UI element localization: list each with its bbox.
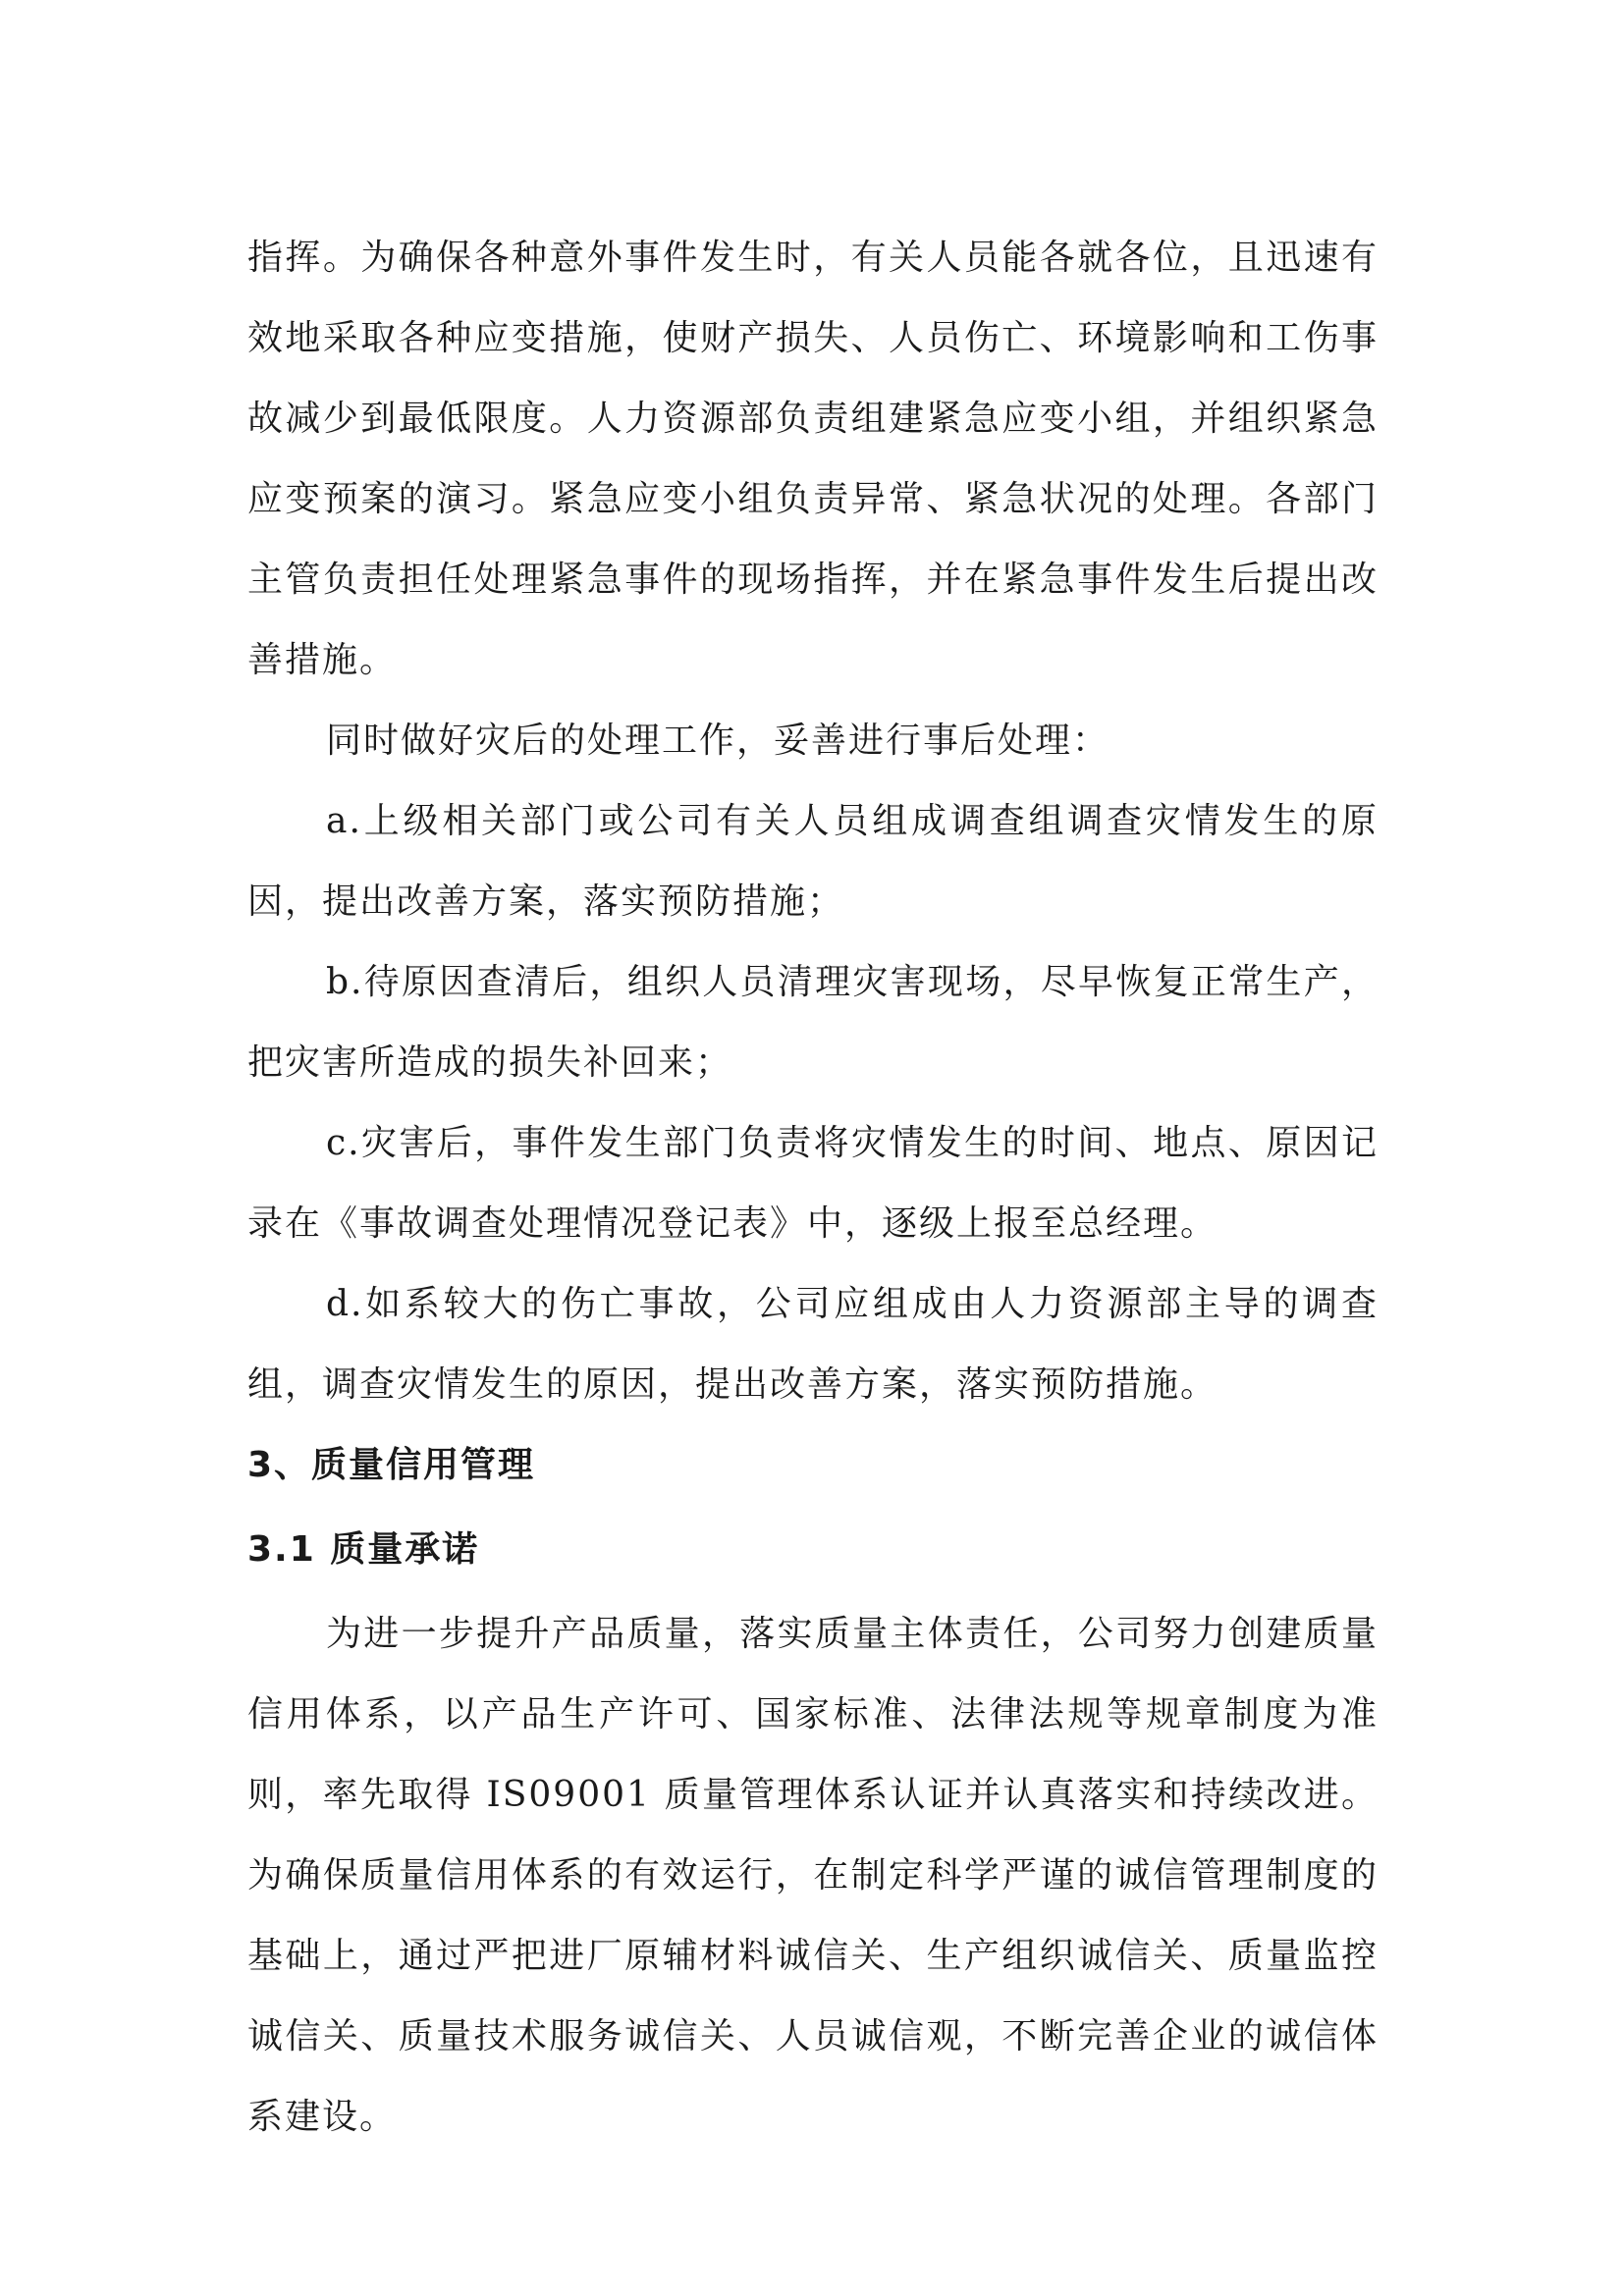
- document-body: [247, 218, 1379, 2158]
- paragraph-item-a: a.上级相关部门或公司有关人员组成调查组调查灾情发生的原因，提出改善方案，落实预防措施；: [247, 801, 1379, 922]
- section-3-heading: 3、质量信用管理: [247, 1445, 536, 1485]
- paragraph-post-disaster-intro: 同时做好灾后的处理工作，妥善进行事后处理：: [326, 721, 1110, 761]
- paragraph-emergency-command: 指挥。为确保各种意外事件发生时，有关人员能各就各位，且迅速有效地采取各种应变措施，使财产损失、人员伤亡、环境影响和工伤事故减少到最低限度。人力资源部负责组建紧急应变小组，并组织紧急应变预案的演习。紧急应变小组负责异常、紧急状况的处理。各部门主管负责担任处理紧急事件的现场指挥，并在紧急事件发生后提出改善措施。: [247, 238, 1379, 680]
- section-3-1-heading: 3.1 质量承诺: [247, 1529, 480, 1570]
- paragraph-item-c: c.灾害后，事件发生部门负责将灾情发生的时间、地点、原因记录在《事故调查处理情况登记表》中，逐级上报至总经理。: [247, 1123, 1379, 1244]
- paragraph-item-d: d.如系较大的伤亡事故，公司应组成由人力资源部主导的调查组，调查灾情发生的原因，提出改善方案，落实预防措施。: [247, 1284, 1379, 1405]
- paragraph-item-b: b.待原因查清后，组织人员清理灾害现场，尽早恢复正常生产，把灾害所造成的损失补回来；: [247, 962, 1379, 1083]
- paragraph-quality-commitment: 为进一步提升产品质量，落实质量主体责任，公司努力创建质量信用体系，以产品生产许可、国家标准、法律法规等规章制度为准则，率先取得 IS09001 质量管理体系认证并认真落实和持续改进。为确保质量信用体系的有效运行，在制定科学严谨的诚信管理制度的基础上，通过严把进厂原辅材料诚信关、生产组织诚信关、质量监控诚信关、质量技术服务诚信关、人员诚信观，不断完善企业的诚信体系建设。: [247, 1614, 1379, 2137]
